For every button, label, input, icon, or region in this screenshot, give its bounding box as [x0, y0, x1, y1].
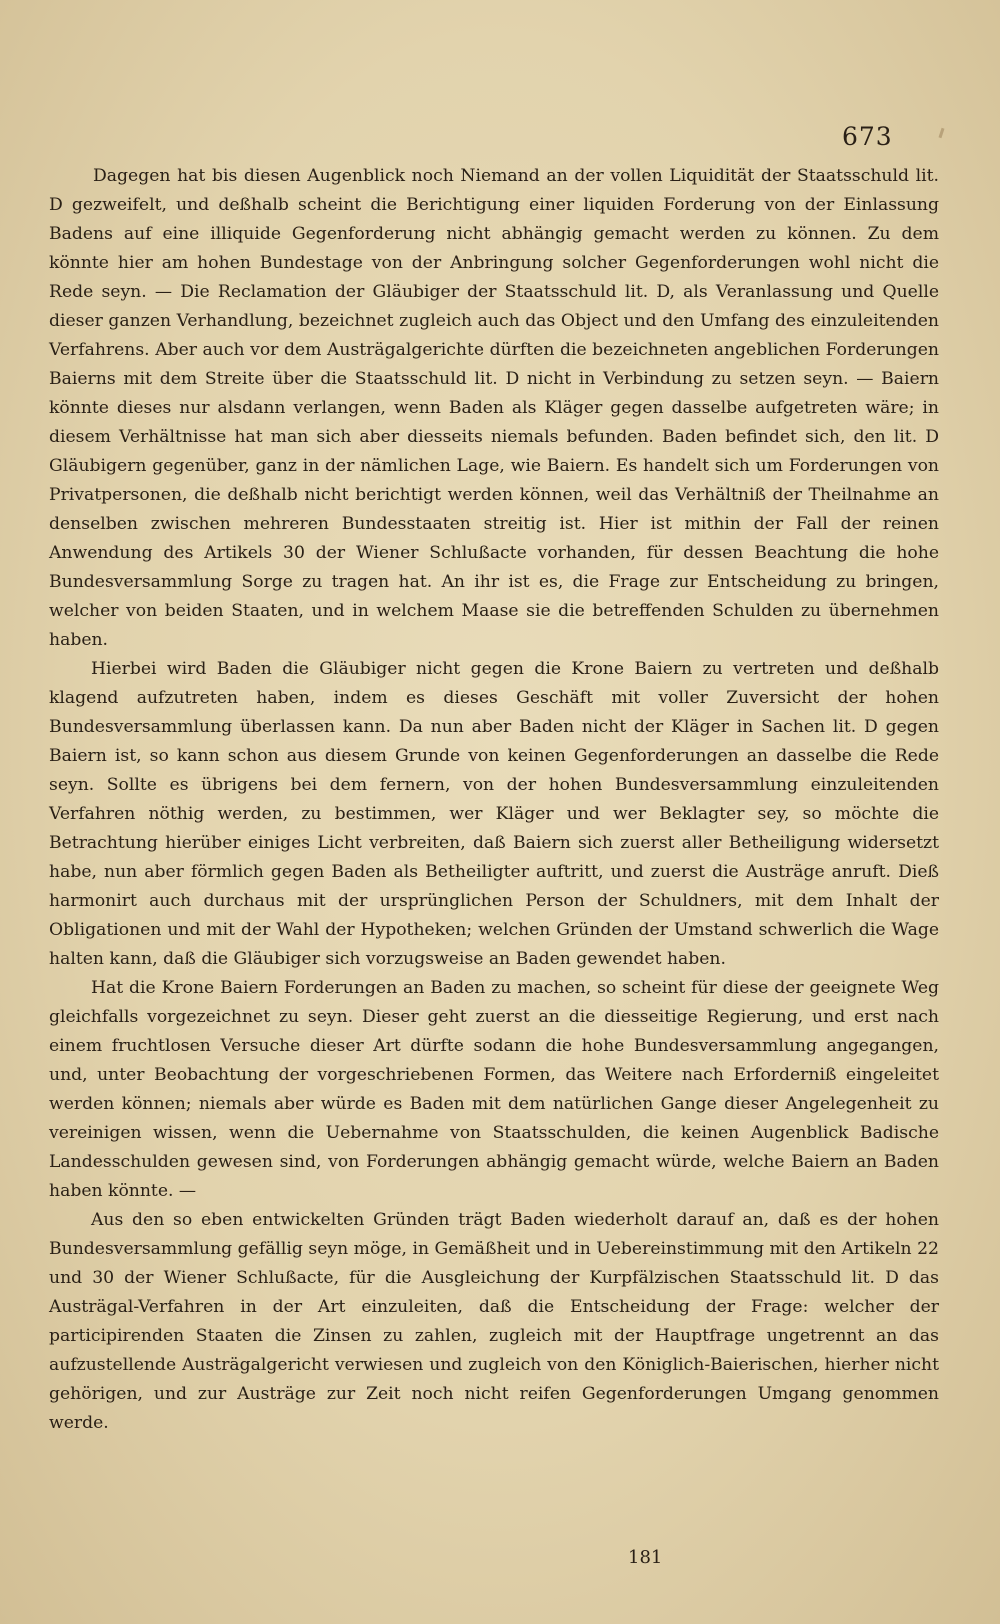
body-text: [49, 162, 939, 1438]
paragraph-3: Hat die Krone Baiern Forderungen an Baden zu machen, so scheint für diese der geeignete Weg gleichfalls vorgezeichnet zu seyn. Dieser geht zuerst an die diesseitige Regierung, und erst nach einem fruchtlosen Versuche dieser Art dürfte sodann die hohe Bundesversammlung angegangen, und, unter Beobachtung der vorgeschriebenen Formen, das Weitere nach Erforderniß eingeleitet werden können; niemals aber würde es Baden mit dem natürlichen Gange dieser Angelegenheit zu vereinigen wissen, wenn die Uebernahme von Staatsschulden, die keinen Augenblick Badische Landesschulden gewesen sind, von Forderungen abhängig gemacht würde, welche Baiern an Baden haben könnte. —: [49, 978, 939, 1201]
page-number: 673: [842, 122, 893, 151]
signature-mark: 181: [628, 1547, 663, 1568]
paragraph-1: Dagegen hat bis diesen Augenblick noch Niemand an der vollen Liquidität der Staatsschuld lit. D gezweifelt, und deßhalb scheint die Berichtigung einer liquiden Forderung von der Einlassung Badens auf eine illiquide Gegenforderung nicht abhängig gemacht werden zu können. Zu dem könnte hier am hohen Bundestage von der Anbringung solcher Gegenforderungen wohl nicht die Rede seyn. — Die Reclamation der Gläubiger der Staatsschuld lit. D, als Veranlassung und Quelle dieser ganzen Verhandlung, bezeichnet zugleich auch das Object und den Umfang des einzuleitenden Verfahrens. Aber auch vor dem Austrägalgerichte dürften die bezeichneten angeblichen Forderungen Baierns mit dem Streite über die Staatsschuld lit. D nicht in Verbindung zu setzen seyn. — Baiern könnte dieses nur alsdann verlangen, wenn Baden als Kläger gegen dasselbe aufgetreten wäre; in diesem Verhältnisse hat man sich aber diesseits niemals befunden. Baden befindet sich, den lit. D Gläubigern gegenüber, ganz in der nämlichen Lage, wie Baiern. Es handelt sich um Forderungen von Privatpersonen, die deßhalb nicht berichtigt werden können, weil das Verhältniß der Theilnahme an denselben zwischen mehreren Bundesstaaten streitig ist. Hier ist mithin der Fall der reinen Anwendung des Artikels 30 der Wiener Schlußacte vorhanden, für dessen Beachtung die hohe Bundesversammlung Sorge zu tragen hat. An ihr ist es, die Frage zur Entscheidung zu bringen, welcher von beiden Staaten, und in welchem Maase sie die betreffenden Schulden zu übernehmen haben.: [49, 166, 939, 650]
paragraph-4: Aus den so eben entwickelten Gründen trägt Baden wiederholt darauf an, daß es der hohen Bundesversammlung gefällig seyn möge, in Gemäßheit und in Uebereinstimmung mit den Artikeln 22 und 30 der Wiener Schlußacte, für die Ausgleichung der Kurpfälzischen Staatsschuld lit. D das Austrägal-Verfahren in der Art einzuleiten, daß die Entscheidung der Frage: welcher der participirenden Staaten die Zinsen zu zahlen, zugleich mit der Hauptfrage ungetrennt an das aufzustellende Austrägalgericht verwiesen und zugleich von den Königlich-Baierischen, hierher nicht gehörigen, und zur Austräge zur Zeit noch nicht reifen Gegenforderungen Umgang genommen werde.: [49, 1210, 939, 1433]
paragraph-2: Hierbei wird Baden die Gläubiger nicht gegen die Krone Baiern zu vertreten und deßhalb klagend aufzutreten haben, indem es dieses Geschäft mit voller Zuversicht der hohen Bundesversammlung überlassen kann. Da nun aber Baden nicht der Kläger in Sachen lit. D gegen Baiern ist, so kann schon aus diesem Grunde von keinen Gegenforderungen an dasselbe die Rede seyn. Sollte es übrigens bei dem fernern, von der hohen Bundesversammlung einzuleitenden Verfahren nöthig werden, zu bestimmen, wer Kläger und wer Beklagter sey, so möchte die Betrachtung hierüber einiges Licht verbreiten, daß Baiern sich zuerst aller Betheiligung widersetzt habe, nun aber förmlich gegen Baden als Betheiligter auftritt, und zuerst die Austräge anruft. Dieß harmonirt auch durchaus mit der ursprünglichen Person der Schuldners, mit dem Inhalt der Obligationen und mit der Wahl der Hypotheken; welchen Gründen der Umstand schwerlich die Wage halten kann, daß die Gläubiger sich vorzugsweise an Baden gewendet haben.: [49, 659, 939, 969]
edge-mark: [939, 128, 945, 138]
